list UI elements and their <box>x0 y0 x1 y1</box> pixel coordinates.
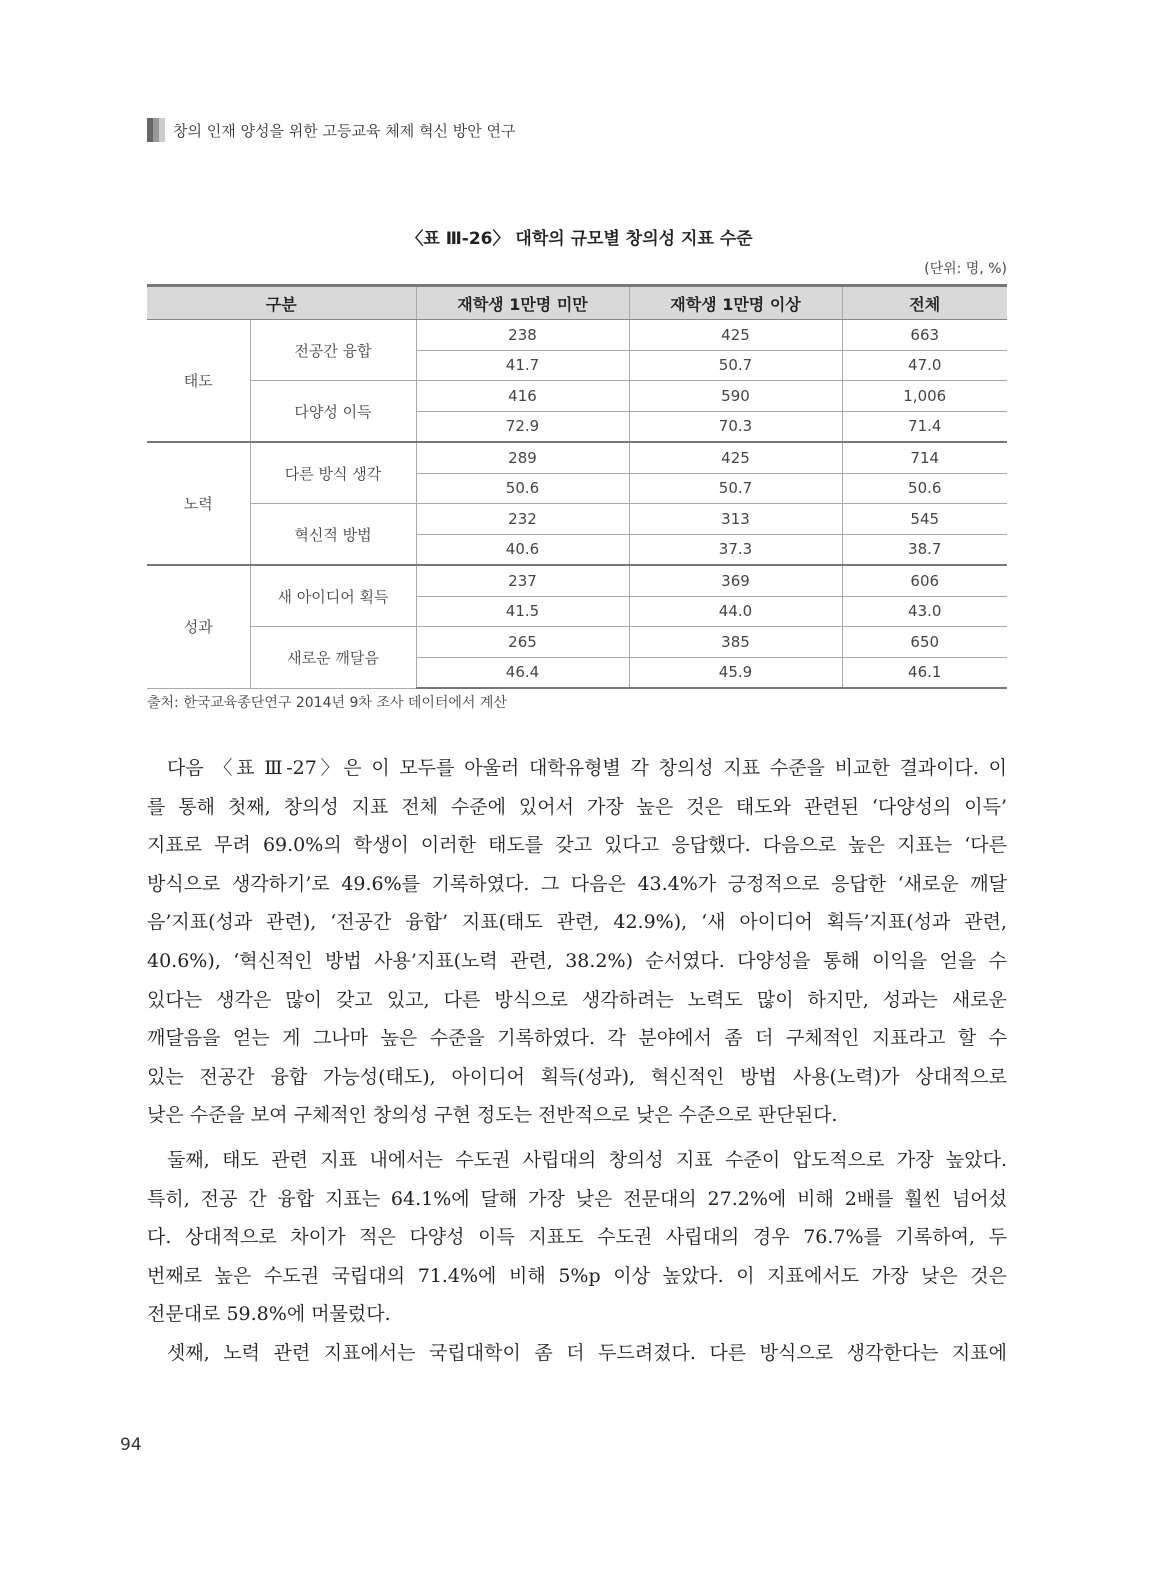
group-label: 노력 <box>147 442 250 565</box>
percent-cell: 45.9 <box>629 657 842 688</box>
percent-cell: 50.7 <box>629 473 842 504</box>
group-label: 성과 <box>147 565 250 688</box>
table-row <box>147 565 1007 596</box>
text-line: 다음 〈표 Ⅲ-27〉은 이 모두를 아울러 대학유형별 각 창의성 지표 수준을 비교한 결과이다. 이 <box>167 757 1007 779</box>
text-line: 셋째, 노력 관련 지표에서는 국립대학이 좀 더 두드려졌다. 다른 방식으로 생각한다는 지표에 <box>167 1341 1007 1364</box>
item-label: 새 아이디어 획득 <box>250 565 416 627</box>
item-label: 다양성 이득 <box>250 381 416 443</box>
creativity-table <box>147 284 1007 689</box>
percent-cell: 37.3 <box>629 534 842 565</box>
percent-cell: 46.1 <box>842 657 1007 688</box>
count-cell: 425 <box>629 320 842 351</box>
running-header <box>147 118 515 142</box>
text-line: 방식으로 생각하기’로 49.6%를 기록하였다. 그 다음은 43.4%가 긍정적으로 응답한 ‘새로운 깨달 <box>147 872 1007 895</box>
count-cell: 313 <box>629 504 842 535</box>
table-row <box>147 381 1007 412</box>
text-line: 둘째, 태도 관련 지표 내에서는 수도권 사립대의 창의성 지표 수준이 압도적으로 가장 높았다. <box>167 1148 1007 1171</box>
percent-cell: 38.7 <box>842 534 1007 565</box>
table-row <box>147 504 1007 535</box>
table-unit: (단위: 명, %) <box>924 261 1007 277</box>
text-line: 번째로 높은 수도권 국립대의 71.4%에 비해 5%p 이상 높았다. 이 지표에서도 가장 낮은 것은 <box>147 1264 1007 1287</box>
header-category: 구분 <box>147 286 416 320</box>
percent-cell: 50.6 <box>416 473 629 504</box>
item-label: 전공간 융합 <box>250 320 416 381</box>
percent-cell: 41.5 <box>416 596 629 627</box>
count-cell: 714 <box>842 442 1007 473</box>
percent-cell: 50.7 <box>629 350 842 381</box>
text-line: 40.6%), ‘혁신적인 방법 사용’지표(노력 관련, 38.2%) 순서였다. 다양성을 통해 이익을 얻을 수 <box>147 949 1007 972</box>
group-label: 태도 <box>147 320 250 443</box>
count-cell: 369 <box>629 565 842 596</box>
text-line: 있는 전공간 융합 가능성(태도), 아이디어 획득(성과), 혁신적인 방법 사용(노력)가 상대적으로 <box>147 1065 1007 1088</box>
percent-cell: 44.0 <box>629 596 842 627</box>
text-line: 특히, 전공 간 융합 지표는 64.1%에 달해 가장 낮은 전문대의 27.2%에 비해 2배를 훨씬 넘어섰 <box>147 1187 1007 1210</box>
count-cell: 545 <box>842 504 1007 535</box>
percent-cell: 71.4 <box>842 411 1007 442</box>
count-cell: 1,006 <box>842 381 1007 412</box>
item-label: 새로운 깨달음 <box>250 627 416 689</box>
text-line: 다. 상대적으로 차이가 적은 다양성 이득 지표도 수도권 사립대의 경우 76.7%를 기록하여, 두 <box>147 1226 1007 1249</box>
count-cell: 385 <box>629 627 842 658</box>
header-under-10k: 재학생 1만명 미만 <box>416 286 629 320</box>
running-header-title: 창의 인재 양성을 위한 고등교육 체제 혁신 방안 연구 <box>173 121 516 140</box>
count-cell: 606 <box>842 565 1007 596</box>
table-row <box>147 320 1007 351</box>
count-cell: 232 <box>416 504 629 535</box>
header-bar-icon <box>147 118 165 142</box>
text-line: 낮은 수준을 보여 구체적인 창의성 구현 정도는 전반적으로 낮은 수준으로 판단된다. <box>147 1104 838 1127</box>
text-line: 지표로 무려 69.0%의 학생이 이러한 태도를 갖고 있다고 응답했다. 다음으로 높은 지표는 ‘다른 <box>147 834 1007 857</box>
percent-cell: 43.0 <box>842 596 1007 627</box>
percent-cell: 72.9 <box>416 411 629 442</box>
percent-cell: 41.7 <box>416 350 629 381</box>
item-label: 다른 방식 생각 <box>250 442 416 504</box>
percent-cell: 47.0 <box>842 350 1007 381</box>
count-cell: 416 <box>416 381 629 412</box>
table-source: 출처: 한국교육종단연구 2014년 9차 조사 데이터에서 계산 <box>147 695 507 711</box>
item-label: 혁신적 방법 <box>250 504 416 566</box>
header-total: 전체 <box>842 286 1007 320</box>
page-number: 94 <box>120 1435 142 1455</box>
percent-cell: 46.4 <box>416 657 629 688</box>
text-line: 있다는 생각은 많이 갖고 있고, 다른 방식으로 생각하려는 노력도 많이 하지만, 성과는 새로운 <box>147 988 1007 1011</box>
count-cell: 650 <box>842 627 1007 658</box>
count-cell: 238 <box>416 320 629 351</box>
table-header-row <box>147 286 1007 320</box>
count-cell: 663 <box>842 320 1007 351</box>
text-line: 깨달음을 얻는 게 그나마 높은 수준을 기록하였다. 각 분야에서 좀 더 구체적인 지표라고 할 수 <box>147 1027 1007 1050</box>
table-row <box>147 442 1007 473</box>
table-row <box>147 627 1007 658</box>
percent-cell: 50.6 <box>842 473 1007 504</box>
count-cell: 425 <box>629 442 842 473</box>
percent-cell: 40.6 <box>416 534 629 565</box>
body-text <box>147 749 1007 1373</box>
count-cell: 289 <box>416 442 629 473</box>
count-cell: 237 <box>416 565 629 596</box>
count-cell: 265 <box>416 627 629 658</box>
text-line: 전문대로 59.8%에 머물렀다. <box>147 1303 391 1326</box>
table-caption: 〈표 Ⅲ-26〉 대학의 규모별 창의성 지표 수준 <box>406 229 753 249</box>
count-cell: 590 <box>629 381 842 412</box>
text-line: 를 통해 첫째, 창의성 지표 전체 수준에 있어서 가장 높은 것은 태도와 관련된 ‘다양성의 이득’ <box>147 795 1007 818</box>
percent-cell: 70.3 <box>629 411 842 442</box>
text-line: 음’지표(성과 관련), ‘전공간 융합’ 지표(태도 관련, 42.9%), ‘새 아이디어 획득’지표(성과 관련, <box>147 911 1007 934</box>
header-over-10k: 재학생 1만명 이상 <box>629 286 842 320</box>
